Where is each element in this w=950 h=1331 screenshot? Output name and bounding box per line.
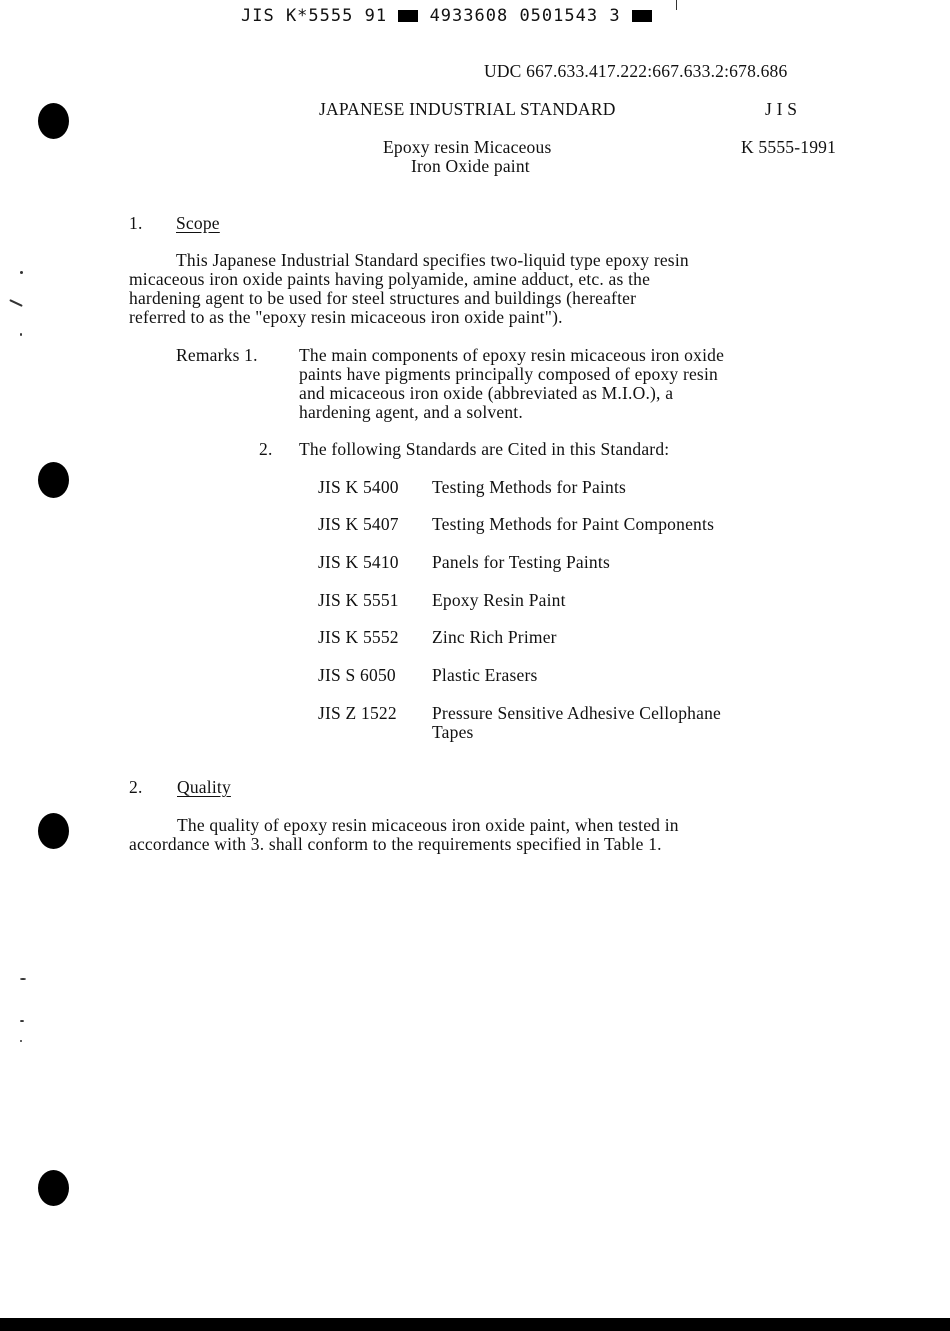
header-code-part1: JIS K*5555 91 <box>241 6 388 26</box>
section2-line-2: accordance with 3. shall conform to the requirements specified in Table 1. <box>129 834 662 854</box>
punch-hole-icon <box>38 103 69 139</box>
jis-mark: J I S <box>765 99 798 119</box>
scan-speck <box>9 299 23 307</box>
scan-speck <box>20 333 22 336</box>
remark2-number: 2. <box>259 439 273 459</box>
section2-heading: Quality <box>177 777 231 797</box>
redaction-bar-icon <box>398 10 418 22</box>
cited-standard-code: JIS K 5400 <box>318 477 399 497</box>
cited-standard-title: Testing Methods for Paints <box>432 477 627 497</box>
remark1-line-1: The main components of epoxy resin micaceous iron oxide <box>299 345 725 365</box>
section1-line-1: This Japanese Industrial Standard specifies two-liquid type epoxy resin <box>176 250 689 270</box>
section2-line-1: The quality of epoxy resin micaceous iron oxide paint, when tested in <box>177 815 679 835</box>
cited-standard-code: JIS K 5407 <box>318 514 399 534</box>
section1-line-4: referred to as the "epoxy resin micaceous iron oxide paint"). <box>129 307 563 327</box>
cited-standard-code: JIS Z 1522 <box>318 703 397 723</box>
standard-number: K 5555-1991 <box>741 137 837 157</box>
header-code-part2: 4933608 0501543 3 <box>429 6 621 26</box>
cited-standard-title-continued: Tapes <box>432 722 474 742</box>
cited-standard-title: Testing Methods for Paint Components <box>432 514 715 534</box>
remarks-label: Remarks 1. <box>176 345 258 365</box>
scan-speck <box>20 978 26 980</box>
cited-standard-code: JIS K 5410 <box>318 552 399 572</box>
remark1-line-3: and micaceous iron oxide (abbreviated as M.I.O.), a <box>299 383 674 403</box>
section1-line-2: micaceous iron oxide paints having polyamide, amine adduct, etc. as the <box>129 269 651 289</box>
punch-hole-icon <box>38 1170 69 1206</box>
remark1-line-4: hardening agent, and a solvent. <box>299 402 523 422</box>
section1-line-3: hardening agent to be used for steel structures and buildings (hereafter <box>129 288 637 308</box>
punch-hole-icon <box>38 462 69 498</box>
cited-standard-title: Epoxy Resin Paint <box>432 590 566 610</box>
redaction-bar-icon <box>632 10 652 22</box>
cited-standard-code: JIS K 5551 <box>318 590 399 610</box>
header-code <box>241 6 652 26</box>
section2-number: 2. <box>129 777 143 797</box>
cited-standard-code: JIS S 6050 <box>318 665 396 685</box>
scan-bottom-edge <box>0 1318 950 1331</box>
udc-classification: UDC 667.633.417.222:667.633.2:678.686 <box>484 61 788 81</box>
scan-speck <box>676 0 677 10</box>
punch-hole-icon <box>38 813 69 849</box>
scan-speck <box>20 1020 24 1022</box>
cited-standard-title: Plastic Erasers <box>432 665 538 685</box>
remark1-line-2: paints have pigments principally composed of epoxy resin <box>299 364 718 384</box>
section1-number: 1. <box>129 213 143 233</box>
section1-heading: Scope <box>176 213 220 233</box>
document-title-line1: Epoxy resin Micaceous <box>383 137 552 157</box>
standard-label: JAPANESE INDUSTRIAL STANDARD <box>319 99 616 119</box>
cited-standard-title: Pressure Sensitive Adhesive Cellophane <box>432 703 722 723</box>
remark2-text: The following Standards are Cited in this Standard: <box>299 439 670 459</box>
scan-speck <box>20 271 23 274</box>
document-title-line2: Iron Oxide paint <box>411 156 530 176</box>
cited-standard-title: Zinc Rich Primer <box>432 627 557 647</box>
scan-speck <box>20 1040 22 1042</box>
cited-standard-title: Panels for Testing Paints <box>432 552 610 572</box>
cited-standard-code: JIS K 5552 <box>318 627 399 647</box>
